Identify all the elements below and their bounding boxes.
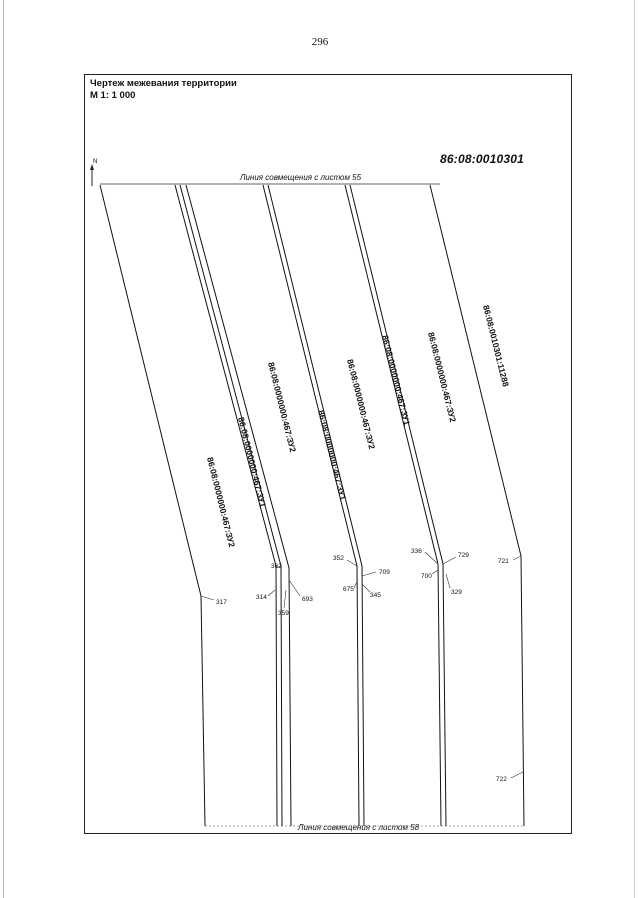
- point-number: 359: [278, 610, 289, 617]
- leader-line: [511, 772, 523, 778]
- point-number: 352: [333, 555, 344, 562]
- leader-line: [513, 556, 521, 560]
- north-label: N: [93, 159, 98, 165]
- point-number: 362: [271, 563, 282, 570]
- point-number: 336: [411, 548, 422, 555]
- seam-line-bottom-label: Линия совмещения с листом 58: [298, 823, 420, 832]
- boundary-line: [186, 185, 291, 826]
- point-number: 721: [498, 558, 509, 565]
- north-arrow-icon: [90, 159, 97, 186]
- seam-line-top-label: Линия совмещения с листом 55: [240, 173, 362, 182]
- leader-line: [289, 580, 300, 596]
- leader-line: [362, 584, 370, 592]
- boundary-line: [350, 185, 446, 826]
- leader-line: [432, 570, 438, 574]
- drawing-scale: М 1: 1 000: [90, 90, 136, 101]
- point-number: 709: [379, 569, 390, 576]
- point-number: 345: [370, 592, 381, 599]
- leader-line: [446, 574, 450, 588]
- leader-line: [443, 557, 456, 564]
- point-number: 722: [496, 776, 507, 783]
- boundary-line: [430, 185, 524, 826]
- point-number: 317: [216, 599, 227, 606]
- parcel-label: 86:08:0000000:467:ЗУ2: [205, 456, 238, 549]
- point-number: 700: [421, 573, 432, 580]
- parcel-label: 86:08:0000000:467:ЗУ2: [345, 358, 378, 451]
- page-number: 296: [311, 36, 329, 48]
- parcel-label: 86:08:0000000:467:ЗУ2: [266, 361, 299, 454]
- point-number: 693: [302, 596, 313, 603]
- point-number: 675: [343, 586, 354, 593]
- boundary-line: [345, 185, 441, 826]
- leader-line: [268, 590, 275, 596]
- leader-line: [284, 590, 286, 608]
- leader-line: [362, 572, 376, 576]
- parcel-label: 86:08:0000000:467:ЗУ1: [380, 334, 413, 427]
- parcel-label: 86:08:0000000:467:ЗУ2: [426, 331, 459, 424]
- point-number: 314: [256, 594, 267, 601]
- boundary-line: [268, 185, 364, 826]
- drawing-title: Чертеж межевания территории: [90, 78, 237, 89]
- leader-line: [354, 582, 357, 588]
- leader-line: [201, 596, 214, 600]
- boundary-line: [263, 185, 359, 826]
- parcel-label: 86:08:0000000:467:ЗУ1: [316, 409, 349, 502]
- cadastral-block-number: 86:08:0010301: [440, 152, 525, 166]
- parcel-label: 86:08:0000000:467:ЗУ1: [236, 416, 269, 509]
- point-number: 729: [458, 552, 469, 559]
- parcel-label: 86:08:0010301:11288: [481, 304, 512, 388]
- point-number: 329: [451, 589, 462, 596]
- boundary-line: [100, 185, 205, 826]
